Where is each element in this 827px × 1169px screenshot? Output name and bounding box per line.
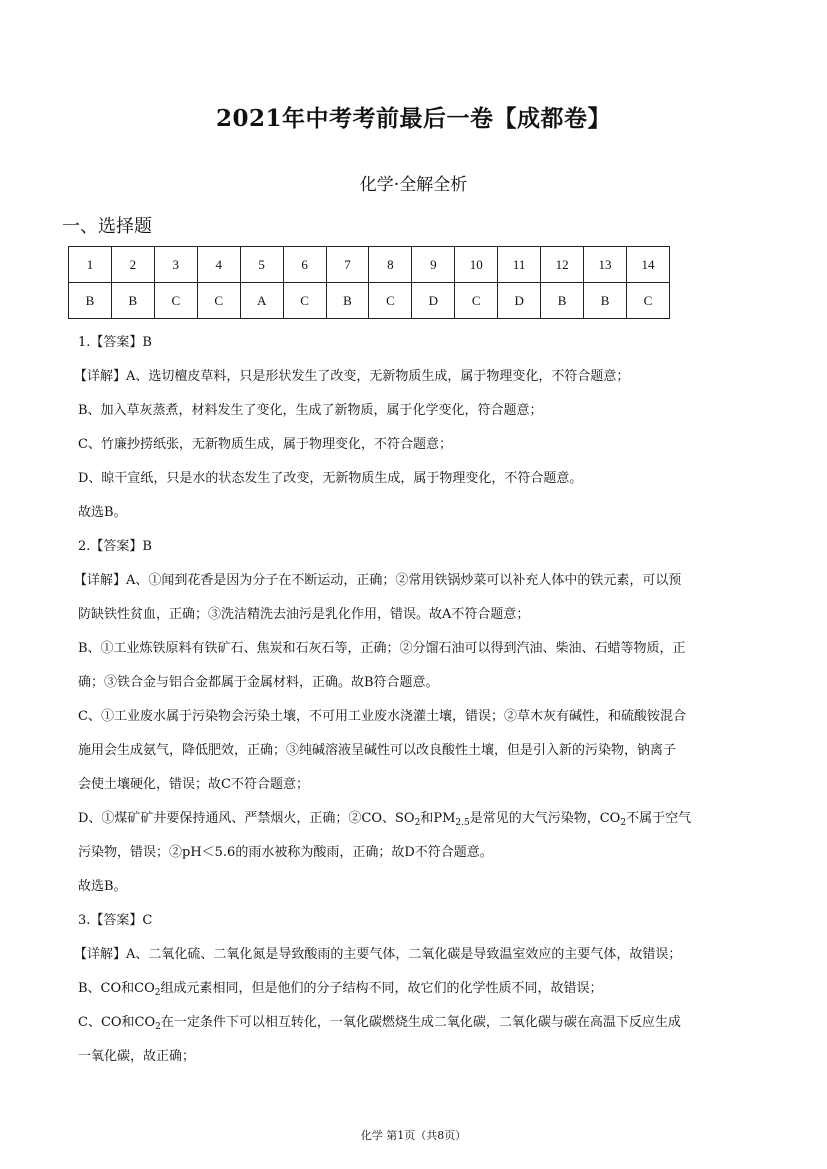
question-number: 10 bbox=[455, 247, 498, 283]
page-title: 2021年中考考前最后一卷【成都卷】 bbox=[215, 105, 611, 132]
text-fragment: 是常见的大气污染物，CO bbox=[469, 811, 621, 826]
subscript: 2 bbox=[154, 988, 161, 998]
answer-cell: C bbox=[369, 283, 412, 319]
q3-answer: 3.【答案】C bbox=[78, 913, 153, 928]
answer-cell: C bbox=[197, 283, 240, 319]
answer-table bbox=[68, 246, 670, 319]
answer-cell: C bbox=[455, 283, 498, 319]
text-fragment: 在一定条件下可以相互转化，一氧化碳燃烧生成二氧化碳，二氧化碳与碳在高温下反应生成 bbox=[160, 1015, 681, 1030]
text-fragment: B、CO和CO bbox=[78, 981, 155, 996]
q2-explanation-line: 施用会生成氨气，降低肥效，正确；③纯碱溶液呈碱性可以改良酸性土壤，但是引入新的污染物，钠离子 bbox=[78, 743, 677, 758]
q1-explanation-line: B、加入草灰蒸煮，材料发生了变化，生成了新物质，属于化学变化，符合题意； bbox=[78, 403, 543, 418]
answer-cell: B bbox=[326, 283, 369, 319]
question-number: 9 bbox=[412, 247, 455, 283]
question-number: 6 bbox=[283, 247, 326, 283]
answer-cell: B bbox=[69, 283, 112, 319]
answer-cell: C bbox=[154, 283, 197, 319]
q2-explanation-line-d bbox=[78, 802, 758, 836]
answer-cell: B bbox=[541, 283, 584, 319]
question-number: 14 bbox=[626, 247, 669, 283]
text-fragment: 组成元素相同，但是他们的分子结构不同，故它们的化学性质不同，故错误； bbox=[160, 981, 603, 996]
question-number: 11 bbox=[498, 247, 541, 283]
q2-explanation-line: 防缺铁性贫血，正确；③洗洁精洗去油污是乳化作用，错误。故A不符合题意； bbox=[78, 607, 530, 622]
answer-cell: A bbox=[240, 283, 283, 319]
answer-cell: C bbox=[626, 283, 669, 319]
page-subtitle: 化学·全解全析 bbox=[359, 175, 468, 195]
question-number: 7 bbox=[326, 247, 369, 283]
q3-explanation-line: 一氧化碳，故正确； bbox=[78, 1049, 196, 1064]
question-number: 12 bbox=[541, 247, 584, 283]
section-heading: 一、选择题 bbox=[62, 216, 152, 237]
q1-explanation-line: D、晾干宣纸，只是水的状态发生了改变，无新物质生成，属于物理变化，不符合题意。 bbox=[78, 471, 583, 486]
q2-answer: 2.【答案】B bbox=[78, 539, 152, 554]
q1-explanation-line: 【详解】A、选切檀皮草料，只是形状发生了改变，无新物质生成，属于物理变化，不符合题意； bbox=[74, 369, 630, 384]
q1-conclusion: 故选B。 bbox=[78, 505, 127, 520]
answer-cell: B bbox=[111, 283, 154, 319]
question-number: 8 bbox=[369, 247, 412, 283]
subscript: 2 bbox=[414, 818, 421, 828]
page-footer: 化学 第1页（共8页） bbox=[360, 1129, 467, 1142]
q2-explanation-line: B、①工业炼铁原料有铁矿石、焦炭和石灰石等，正确；②分馏石油可以得到汽油、柴油、石蜡等物质，正 bbox=[78, 641, 686, 656]
q3-explanation-line bbox=[78, 1006, 758, 1040]
q1-explanation-line: C、竹廉抄捞纸张，无新物质生成，属于物理变化，不符合题意； bbox=[78, 437, 452, 452]
question-number: 4 bbox=[197, 247, 240, 283]
answer-cell: D bbox=[498, 283, 541, 319]
text-fragment: C、CO和CO bbox=[78, 1015, 156, 1030]
answer-cell: B bbox=[584, 283, 627, 319]
question-number: 2 bbox=[111, 247, 154, 283]
answer-table-number-row bbox=[69, 247, 670, 283]
text-fragment: 不属于空气 bbox=[626, 811, 692, 826]
text-fragment: D、①煤矿矿井要保持通风、严禁烟火，正确；②CO、SO bbox=[78, 811, 415, 826]
subscript: 2 bbox=[155, 1022, 161, 1032]
solutions-body bbox=[74, 326, 758, 1074]
q2-conclusion: 故选B。 bbox=[78, 879, 127, 894]
q2-explanation-line: 【详解】A、①闻到花香是因为分子在不断运动，正确；②常用铁锅炒菜可以补充人体中的铁元素，可以预 bbox=[74, 573, 682, 588]
q2-explanation-line: 会使土壤硬化，错误；故C不符合题意； bbox=[78, 777, 309, 792]
answer-table-answer-row bbox=[69, 283, 670, 319]
question-number: 1 bbox=[69, 247, 112, 283]
question-number: 3 bbox=[154, 247, 197, 283]
subscript: 2.5 bbox=[455, 818, 470, 828]
q1-answer: 1.【答案】B bbox=[78, 335, 152, 350]
subscript: 2 bbox=[620, 818, 627, 828]
text-fragment: 和PM bbox=[420, 811, 456, 826]
q3-explanation-line: 【详解】A、二氧化硫、二氧化氮是导致酸雨的主要气体，二氧化碳是导致温室效应的主要气体，故错误； bbox=[74, 947, 682, 962]
q2-explanation-line: 确；③铁合金与铝合金都属于金属材料，正确。故B符合题意。 bbox=[78, 675, 439, 690]
q2-explanation-line: C、①工业废水属于污染物会污染土壤，不可用工业废水浇灌土壤，错误；②草木灰有碱性，和硫酸铵混合 bbox=[78, 709, 686, 724]
q2-explanation-line: 污染物，错误；②pH＜5.6的雨水被称为酸雨，正确；故D不符合题意。 bbox=[78, 845, 493, 860]
answer-cell: D bbox=[412, 283, 455, 319]
question-number: 13 bbox=[584, 247, 627, 283]
answer-cell: C bbox=[283, 283, 326, 319]
q3-explanation-line bbox=[78, 972, 758, 1006]
question-number: 5 bbox=[240, 247, 283, 283]
